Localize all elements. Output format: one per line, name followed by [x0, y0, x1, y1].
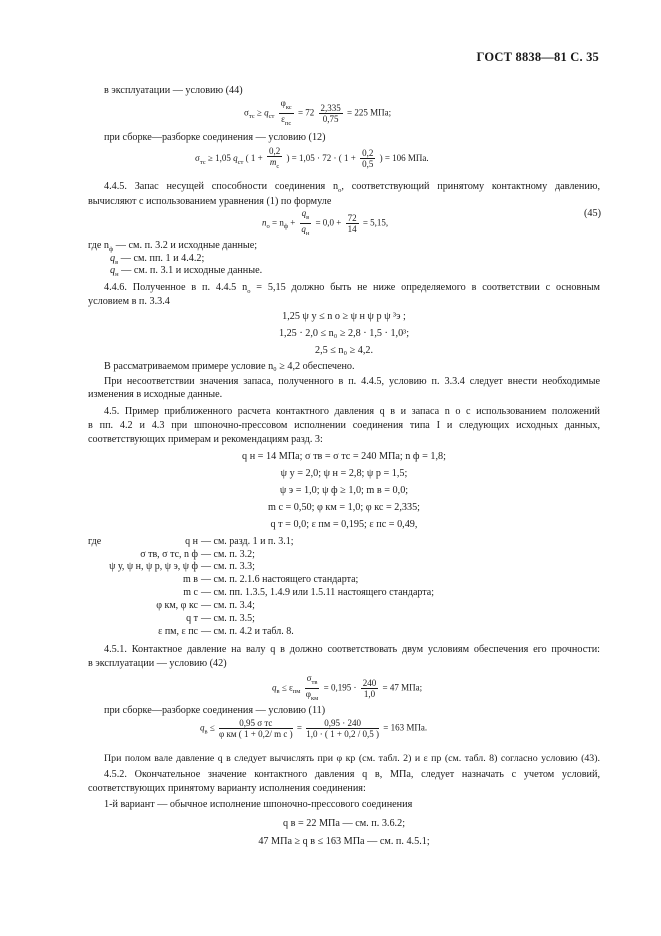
formula-44 — [244, 98, 391, 129]
condition-line: 2,5 ≤ n₀ ≥ 4,2. — [314, 345, 374, 356]
variable: q — [264, 107, 269, 118]
variable: q — [272, 682, 277, 693]
text-line: При несоответствии значения запаса, полученного в п. 4.4.5, условию п. 3.3.4 следует внести необходимые — [104, 376, 600, 387]
text: где n — [88, 240, 110, 251]
subscript: тс — [199, 158, 206, 166]
subscript: н — [305, 229, 310, 237]
subscript: в — [276, 688, 280, 696]
formula-text: = n — [272, 217, 284, 228]
subscript: пм — [292, 688, 301, 696]
text: — см. п. 3.1 и исходные данные. — [118, 265, 263, 276]
text-line: в пп. 4.2 и 4.3 при шпоночно-прессовом исполнении соединения типа I и следующих исходных данных, — [88, 420, 600, 431]
legend-key: q н — [185, 536, 198, 547]
denominator: 0,5 — [362, 159, 374, 170]
sigma-symbol: σ — [195, 152, 200, 163]
operator: ≥ — [256, 107, 262, 118]
text-line: При полом вале давление q в следует вычислять при φ кр (см. табл. 2) и ε пр (см. табл. 8) согласно условию (43). — [104, 753, 600, 764]
formula-result: = 5,15, — [362, 217, 389, 228]
formula-text: ≤ ε — [281, 682, 293, 693]
variable: q — [200, 722, 205, 733]
formula-11 — [200, 718, 427, 739]
formula-text: = 0,0 + — [315, 217, 342, 228]
fraction — [361, 678, 379, 699]
variant-line: 47 МПа ≥ q в ≤ 163 МПа — см. п. 4.5.1; — [258, 836, 430, 847]
subscript: ст — [237, 158, 244, 166]
formula-text: = 72 — [297, 107, 315, 118]
legend-value: — см. п. 3.5; — [201, 613, 255, 624]
legend-value: — см. п. 3.3; — [201, 561, 255, 572]
text: , соответствующий принятому контактному давлению, — [341, 181, 600, 192]
legend-key: m в — [183, 574, 198, 585]
legend-key: σ тв, σ тс, n ф — [140, 549, 198, 560]
fraction — [279, 98, 294, 129]
numerator: 2,335 — [320, 102, 341, 113]
subscript: ф — [109, 246, 114, 254]
numerator: 0,95 σ тс — [219, 718, 293, 729]
operator: ≤ — [209, 722, 215, 733]
subscript: н — [115, 271, 119, 279]
paragraph-4-4-5 — [104, 181, 600, 197]
denominator: 0,75 — [322, 113, 339, 124]
numerator: 0,2 — [362, 148, 374, 159]
legend-value: — см. пп. 1.3.5, 1.4.9 или 1.5.11 настоящего стандарта; — [201, 587, 434, 598]
fraction — [346, 213, 359, 234]
formula-result: = 225 МПа; — [347, 107, 392, 118]
denominator: q — [301, 223, 306, 234]
text: 4.4.6. Полученное в п. 4.4.5 n — [104, 282, 248, 293]
subscript: кс — [285, 103, 292, 111]
legend-value: — см. п. 3.2; — [201, 549, 255, 560]
variant-line: 1-й вариант — обычное исполнение шпоночно-прессового соединения — [104, 799, 413, 810]
paragraph-4-5-1: 4.5.1. Контактное давление на валу q в должно соответствовать двум условиям обеспечения его прочности: — [104, 644, 600, 655]
formula-result: = 163 МПа. — [383, 722, 428, 733]
formula-text: = 0,195 · — [323, 682, 357, 693]
text-line: В рассматриваемом примере условие n₀ ≥ 4,2 обеспечено. — [104, 361, 355, 372]
data-line: m с = 0,50; φ км = 1,0; φ кс = 2,335; — [267, 502, 421, 513]
variable: q — [233, 152, 238, 163]
text: = 5,15 должно быть не ниже определяемого в соответствии с основным — [250, 282, 600, 293]
numerator: 72 — [347, 212, 357, 223]
legend-value: — см. разд. 1 и п. 3.1; — [201, 536, 294, 547]
subscript: о — [266, 223, 270, 231]
text-line: изменения в исходные данные. — [88, 389, 223, 400]
condition-line: 1,25 ψ у ≤ n о ≥ ψ н ψ р ψ ³э ; — [282, 311, 406, 322]
formula-result: = 47 МПа; — [382, 682, 423, 693]
numerator: 0,95 · 240 — [306, 718, 379, 729]
page-header: ГОСТ 8838—81 С. 35 — [476, 50, 599, 64]
text-line: условием в п. 3.3.4 — [88, 296, 170, 307]
text-line: вычисляют с использованием уравнения (1) по формуле — [88, 196, 332, 207]
subscript: о — [247, 288, 251, 296]
definition-line — [110, 265, 622, 281]
data-line: ψ у = 2,0; ψ н = 2,8; ψ р = 1,5; — [280, 468, 408, 479]
condition-line: 1,25 · 2,0 ≤ n₀ ≥ 2,8 · 1,5 · 1,0³; — [278, 328, 410, 339]
numerator: q — [301, 208, 307, 218]
text: — см. пп. 1 и 4.4.2; — [118, 253, 205, 264]
fraction — [306, 718, 379, 739]
numerator: 0,2 — [268, 146, 281, 156]
legend-key: φ км, φ кс — [156, 600, 198, 611]
denominator: 14 — [347, 223, 357, 234]
variable: n — [262, 217, 267, 228]
denominator: φ км ( 1 + 0,2/ m с ) — [219, 729, 293, 739]
data-line: q н = 14 МПа; σ тв = σ тс = 240 МПа; n ф = 1,8; — [242, 451, 446, 462]
variable: q — [110, 253, 116, 264]
formula-12 — [195, 146, 429, 172]
legend-key: ε пм, ε пс — [158, 626, 198, 637]
fraction — [219, 718, 293, 739]
paragraph-4-5-2: 4.5.2. Окончательное значение контактного давления q в, МПа, следует назначать с учетом условий, — [104, 769, 600, 780]
equation-number: (45) — [584, 208, 601, 219]
operator: = — [296, 722, 302, 733]
subscript: в — [306, 213, 310, 221]
subscript: о — [338, 187, 342, 195]
sigma-symbol: σ — [244, 107, 249, 118]
subscript: пс — [284, 119, 292, 127]
subscript: тс — [248, 113, 255, 121]
legend-key: m с — [183, 587, 198, 598]
formula-result: ) = 106 МПа. — [379, 152, 429, 163]
text: 4.4.5. Запас несущей способности соединения n — [104, 181, 339, 192]
formula-text: ( 1 + — [245, 152, 263, 163]
subscript: км — [310, 694, 319, 702]
subscript: ст — [268, 113, 275, 121]
formula-45 — [262, 208, 388, 239]
numerator: 240 — [362, 677, 377, 688]
legend-value: — см. п. 4.2 и табл. 8. — [201, 626, 294, 637]
text: — см. п. 3.2 и исходные данные; — [113, 240, 258, 251]
text-line: в эксплуатации — условию (44) — [104, 85, 243, 96]
text-line: при сборке—разборке соединения — условию (12) — [104, 132, 326, 143]
subscript: ф — [283, 223, 289, 231]
denominator: m — [269, 157, 277, 167]
fraction — [319, 103, 343, 124]
paragraph-4-5: 4.5. Пример приближенного расчета контактного давления q в и запаса n о с использованием положений — [104, 406, 600, 417]
variable: q — [110, 265, 116, 276]
subscript: с — [276, 162, 280, 170]
fraction — [300, 208, 312, 239]
denominator: 1,0 · ( 1 + 0,2 / 0,5 ) — [306, 729, 380, 739]
legend-value: — см. п. 3.4; — [201, 600, 255, 611]
formula-42 — [272, 673, 422, 704]
fraction — [360, 148, 375, 169]
subscript: тв — [311, 678, 318, 686]
numerator: σ — [306, 673, 312, 683]
legend-key: ψ у, ψ н, ψ р, ψ э, ψ ф — [109, 561, 198, 572]
formula-text: ) = 1,05 · 72 · ( 1 + — [286, 152, 356, 163]
fraction — [267, 146, 282, 172]
fraction — [305, 673, 320, 704]
formula-text: ≥ 1,05 — [207, 152, 231, 163]
data-line: q т = 0,0; ε пм = 0,195; ε пс = 0,49, — [270, 519, 418, 530]
legend-key: q т — [186, 613, 198, 624]
subscript: в — [204, 728, 208, 736]
denominator: ε — [281, 113, 285, 124]
legend-value: — см. п. 2.1.6 настоящего стандарта; — [201, 574, 359, 585]
denominator: φ — [305, 688, 311, 699]
text-line: в эксплуатации — условию (42) — [88, 658, 227, 669]
variant-line: q в = 22 МПа — см. п. 3.6.2; — [282, 818, 406, 829]
text-line: соответствующих примерам и рекомендациям разд. 3: — [88, 434, 323, 445]
text-line: при сборке—разборке соединения — условию (11) — [104, 705, 326, 716]
numerator: φ — [280, 98, 286, 108]
denominator: 1,0 — [363, 688, 376, 699]
operator: + — [290, 217, 296, 228]
subscript: в — [115, 259, 119, 267]
legend-where: где — [88, 536, 102, 547]
text-line: соответствующих принятому варианту исполнения соединения: — [88, 783, 366, 794]
data-line: ψ э = 1,0; ψ ф ≥ 1,0; m в = 0,0; — [279, 485, 409, 496]
